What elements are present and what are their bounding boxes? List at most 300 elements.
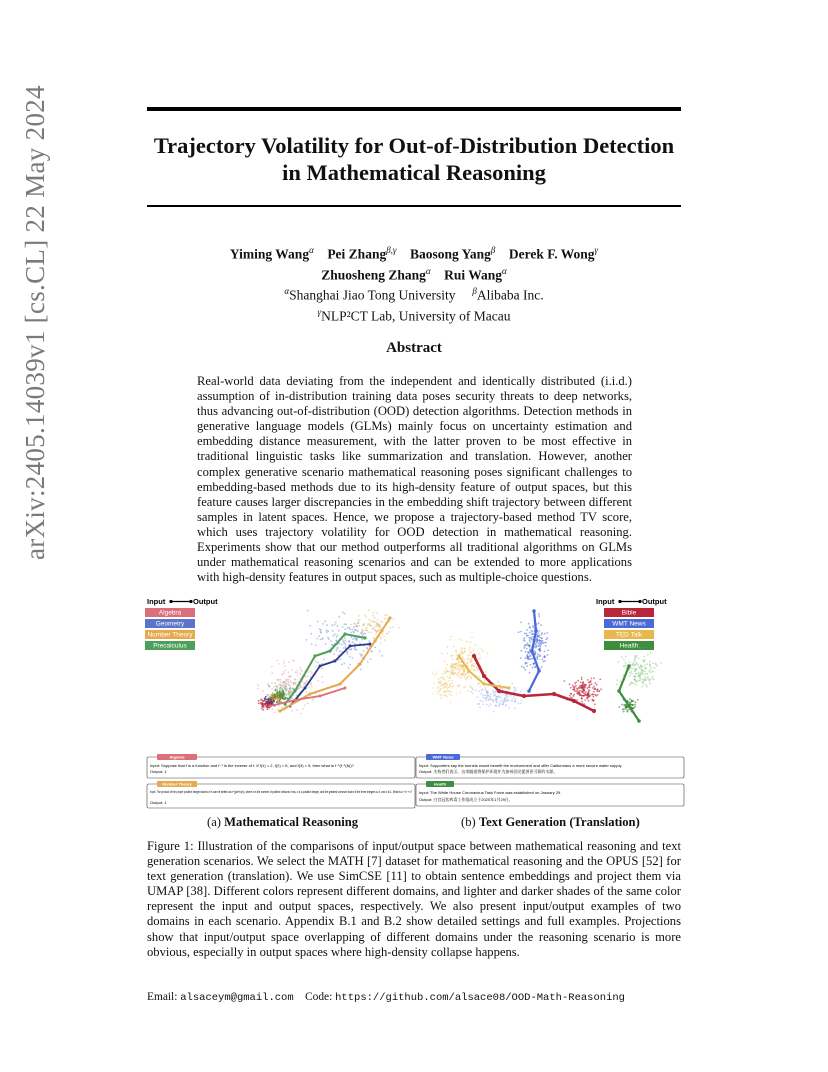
scatter-point [529, 626, 531, 628]
scatter-point [470, 686, 472, 688]
scatter-point [600, 688, 602, 690]
scatter-point [471, 666, 473, 668]
scatter-point [334, 624, 336, 626]
scatter-point [579, 685, 581, 687]
scatter-point [300, 713, 302, 715]
scatter-point [338, 643, 340, 645]
scatter-point [261, 708, 263, 710]
scatter-point [639, 668, 641, 670]
scatter-point [454, 672, 456, 674]
scatter-point [634, 704, 636, 706]
scatter-point [349, 649, 351, 651]
scatter-point [286, 689, 288, 691]
code-link[interactable]: https://github.com/alsace08/OOD-Math-Reasoning [335, 992, 625, 1004]
scatter-point [624, 706, 626, 708]
scatter-point [584, 687, 586, 689]
scatter-point [258, 702, 260, 704]
scatter-point [479, 653, 481, 655]
scatter-point [534, 666, 536, 668]
scatter-point [581, 677, 583, 679]
legend-output-label: Output [193, 597, 218, 606]
scatter-point [453, 666, 455, 668]
scatter-point [297, 675, 299, 677]
scatter-point [569, 683, 571, 685]
scatter-point [587, 679, 589, 681]
scatter-point [336, 648, 338, 650]
scatter-point [384, 614, 386, 616]
scatter-point [574, 683, 576, 685]
scatter-point [480, 686, 482, 688]
scatter-point [589, 686, 591, 688]
scatter-point [484, 698, 486, 700]
scatter-point [321, 668, 323, 670]
scatter-point [587, 697, 589, 699]
scatter-point [449, 671, 451, 673]
scatter-point [596, 689, 598, 691]
scatter-point [577, 688, 579, 690]
scatter-point [459, 670, 461, 672]
scatter-point [376, 612, 378, 614]
scatter-point [632, 682, 634, 684]
scatter-point [477, 704, 479, 706]
scatter-point [641, 686, 643, 688]
scatter-point [461, 647, 463, 649]
scatter-point [469, 647, 471, 649]
scatter-point [631, 673, 633, 675]
scatter-point [532, 663, 534, 665]
scatter-point [594, 682, 596, 684]
scatter-point [485, 700, 487, 702]
scatter-point [641, 670, 643, 672]
scatter-point [515, 689, 517, 691]
scatter-point [278, 692, 280, 694]
scatter-point [638, 658, 640, 660]
scatter-point [506, 696, 508, 698]
scatter-point [461, 674, 463, 676]
scatter-point [593, 686, 595, 688]
scatter-point [340, 659, 342, 661]
scatter-point [594, 687, 596, 689]
scatter-point [618, 706, 620, 708]
scatter-point [398, 627, 400, 629]
right-scatter [432, 613, 662, 713]
scatter-point [373, 621, 375, 623]
scatter-point [461, 668, 463, 670]
scatter-point [282, 695, 284, 697]
scatter-point [498, 705, 500, 707]
scatter-point [446, 670, 448, 672]
scatter-point [540, 624, 542, 626]
email-link[interactable]: alsaceym@gmail.com [180, 992, 294, 1004]
scatter-point [327, 637, 329, 639]
scatter-point [376, 623, 378, 625]
scatter-point [537, 654, 539, 656]
scatter-point [506, 698, 508, 700]
scatter-point [632, 664, 634, 666]
scatter-point [649, 661, 651, 663]
scatter-point [360, 632, 362, 634]
trajectory-node [349, 645, 352, 648]
scatter-point [276, 696, 278, 698]
scatter-point [660, 662, 662, 664]
scatter-point [625, 708, 627, 710]
scatter-point [464, 674, 466, 676]
legend-entry: Algebra [158, 609, 182, 617]
scatter-point [444, 679, 446, 681]
scatter-point [486, 704, 488, 706]
scatter-point [347, 627, 349, 629]
author-name: Zhuosheng Zhang [321, 267, 426, 282]
scatter-point [357, 630, 359, 632]
scatter-point [471, 636, 473, 638]
scatter-point [647, 673, 649, 675]
scatter-point [282, 693, 284, 695]
scatter-point [373, 612, 375, 614]
scatter-point [640, 672, 642, 674]
scatter-point [616, 679, 618, 681]
scatter-point [463, 647, 465, 649]
trajectory-node [534, 629, 538, 633]
scatter-point [588, 700, 590, 702]
scatter-point [368, 640, 370, 642]
scatter-point [579, 694, 581, 696]
scatter-point [374, 646, 376, 648]
scatter-point [584, 699, 586, 701]
scatter-point [629, 698, 631, 700]
scatter-point [634, 668, 636, 670]
trajectory-node [328, 649, 331, 652]
scatter-point [508, 695, 510, 697]
subcaption-a: (a) Mathematical Reasoning [207, 815, 359, 829]
scatter-point [452, 655, 454, 657]
scatter-point [653, 678, 655, 680]
scatter-point [497, 681, 499, 683]
scatter-point [599, 690, 601, 692]
scatter-point [276, 701, 278, 703]
scatter-point [440, 697, 442, 699]
scatter-point [285, 691, 287, 693]
scatter-point [530, 664, 532, 666]
scatter-point [320, 632, 322, 634]
legend-input-label-right: Input [596, 597, 615, 606]
scatter-point [465, 686, 467, 688]
scatter-point [444, 670, 446, 672]
scatter-point [299, 667, 301, 669]
scatter-point [635, 673, 637, 675]
abstract-text: Real-world data deviating from the independent and identically distributed (i.i.d.) assumption of in-distribution training data poses security threats to deep networks, thus advancing out-of-distribution (OOD) detection algorithms. Detection methods in generative language models (GLMs) mainly focus on uncertainty estimation and embedding distance measurement, with the latter proven to be most effective in traditional linguistic tasks like summarization and translation. However, another complex generative scenario mathematical reasoning poses significant challenges to embedding-based methods due to its high-density feature of output spaces, but this feature causes larger discrepancies in the embedding shift trajectory between different samples in latent spaces. Hence, we propose a trajectory-based method TV score, which uses trajectory volatility for OOD detection in mathematical reasoning. Experiments show that our method outperforms all traditional algorithms on GLMs under mathematical reasoning scenarios and can be extended to more applications with high-density features in output spaces, such as multiple-choice questions. [197, 374, 632, 585]
scatter-point [308, 686, 310, 688]
scatter-point [458, 661, 460, 663]
scatter-point [623, 708, 625, 710]
trajectory-node [522, 694, 526, 698]
scatter-point [472, 649, 474, 651]
scatter-point [634, 671, 636, 673]
scatter-point [285, 680, 287, 682]
scatter-point [446, 676, 448, 678]
scatter-point [437, 693, 439, 695]
scatter-point [452, 673, 454, 675]
scatter-point [343, 641, 345, 643]
scatter-point [581, 701, 583, 703]
scatter-point [274, 683, 276, 685]
scatter-point [447, 671, 449, 673]
scatter-point [502, 704, 504, 706]
scatter-point [311, 643, 313, 645]
scatter-point [352, 657, 354, 659]
scatter-point [277, 699, 279, 701]
trajectory-node [617, 689, 621, 693]
scatter-point [633, 707, 635, 709]
scatter-point [632, 667, 634, 669]
scatter-point [366, 647, 368, 649]
scatter-point [543, 661, 545, 663]
scatter-point [536, 638, 538, 640]
scatter-point [593, 696, 595, 698]
scatter-point [629, 672, 631, 674]
scatter-point [451, 665, 453, 667]
scatter-point [636, 662, 638, 664]
scatter-point [285, 678, 287, 680]
scatter-point [646, 677, 648, 679]
scatter-point [458, 672, 460, 674]
scatter-point [289, 687, 291, 689]
scatter-point [470, 676, 472, 678]
scatter-point [288, 679, 290, 681]
scatter-point [279, 681, 281, 683]
scatter-point [446, 696, 448, 698]
scatter-point [375, 622, 377, 624]
scatter-point [271, 666, 273, 668]
scatter-point [472, 693, 474, 695]
scatter-point [520, 657, 522, 659]
scatter-point [330, 640, 332, 642]
scatter-point [473, 665, 475, 667]
scatter-point [354, 629, 356, 631]
scatter-point [354, 643, 356, 645]
scatter-point [544, 651, 546, 653]
scatter-point [307, 610, 309, 612]
scatter-point [456, 663, 458, 665]
scatter-point [366, 630, 368, 632]
scatter-point [495, 705, 497, 707]
scatter-point [337, 634, 339, 636]
scatter-point [656, 665, 658, 667]
scatter-point [649, 671, 651, 673]
scatter-point [496, 696, 498, 698]
scatter-point [638, 672, 640, 674]
scatter-point [641, 679, 643, 681]
scatter-point [532, 631, 534, 633]
left-box-2-tag: Number Theory [162, 781, 192, 787]
scatter-point [487, 691, 489, 693]
scatter-point [577, 690, 579, 692]
scatter-point [457, 666, 459, 668]
scatter-point [441, 653, 443, 655]
scatter-point [350, 632, 352, 634]
scatter-point [267, 708, 269, 710]
scatter-point [508, 700, 510, 702]
scatter-point [481, 700, 483, 702]
subcaption-b: (b) Text Generation (Translation) [461, 815, 640, 829]
scatter-point [529, 641, 531, 643]
scatter-point [442, 673, 444, 675]
scatter-point [637, 699, 639, 701]
scatter-point [462, 656, 464, 658]
scatter-point [263, 706, 265, 708]
scatter-point [450, 691, 452, 693]
scatter-point [469, 654, 471, 656]
scatter-point [455, 666, 457, 668]
scatter-point [536, 634, 538, 636]
scatter-point [496, 699, 498, 701]
scatter-point [632, 704, 634, 706]
scatter-point [650, 652, 652, 654]
scatter-point [380, 638, 382, 640]
scatter-point [274, 712, 276, 714]
title-rule [147, 205, 681, 207]
scatter-point [521, 666, 523, 668]
scatter-point [342, 639, 344, 641]
scatter-point [278, 663, 280, 665]
scatter-point [281, 674, 283, 676]
scatter-point [277, 679, 279, 681]
scatter-point [348, 667, 350, 669]
scatter-point [445, 668, 447, 670]
scatter-point [540, 640, 542, 642]
trajectory-node [457, 654, 460, 657]
scatter-point [349, 664, 351, 666]
scatter-point [455, 668, 457, 670]
trajectory-node [278, 709, 281, 712]
scatter-point [440, 683, 442, 685]
scatter-point [481, 688, 483, 690]
scatter-point [388, 631, 390, 633]
scatter-point [315, 665, 317, 667]
scatter-point [434, 674, 436, 676]
scatter-point [435, 674, 437, 676]
scatter-point [495, 691, 497, 693]
scatter-point [345, 623, 347, 625]
scatter-point [366, 627, 368, 629]
scatter-point [453, 685, 455, 687]
scatter-point [472, 689, 474, 691]
footer: Email: alsaceym@gmail.com Code: https://github.com/alsace08/OOD-Math-Reasoning [147, 991, 625, 1004]
scatter-point [468, 658, 470, 660]
scatter-point [300, 673, 302, 675]
scatter-point [284, 672, 286, 674]
scatter-point [382, 632, 384, 634]
scatter-point [334, 633, 336, 635]
scatter-point [570, 696, 572, 698]
scatter-point [493, 695, 495, 697]
scatter-point [487, 695, 489, 697]
scatter-point [523, 647, 525, 649]
scatter-point [352, 641, 354, 643]
scatter-point [456, 658, 458, 660]
scatter-point [257, 688, 259, 690]
scatter-point [616, 684, 618, 686]
scatter-point [349, 656, 351, 658]
scatter-point [276, 691, 278, 693]
scatter-point [357, 619, 359, 621]
scatter-point [306, 639, 308, 641]
author-name: Derek F. Wong [508, 246, 595, 262]
trajectory-node [293, 689, 296, 692]
scatter-point [466, 672, 468, 674]
scatter-point [364, 633, 366, 635]
scatter-point [651, 678, 653, 680]
scatter-point [597, 694, 599, 696]
scatter-point [524, 645, 526, 647]
scatter-point [492, 701, 494, 703]
scatter-point [275, 689, 277, 691]
scatter-point [302, 687, 304, 689]
legend-entry: TED Talk [615, 631, 643, 639]
scatter-point [332, 630, 334, 632]
scatter-point [278, 701, 280, 703]
scatter-point [648, 679, 650, 681]
scatter-point [581, 679, 583, 681]
scatter-point [637, 680, 639, 682]
scatter-point [350, 636, 352, 638]
paper-title [147, 132, 681, 186]
trajectory-node [338, 682, 341, 685]
scatter-point [641, 682, 643, 684]
scatter-point [272, 695, 274, 697]
scatter-point [514, 707, 516, 709]
scatter-point [584, 684, 586, 686]
scatter-point [446, 652, 448, 654]
scatter-point [270, 697, 272, 699]
scatter-point [469, 651, 471, 653]
scatter-point [511, 683, 513, 685]
scatter-point [580, 690, 582, 692]
scatter-point [354, 623, 356, 625]
scatter-point [541, 666, 543, 668]
scatter-point [288, 681, 290, 683]
scatter-point [333, 635, 335, 637]
author-name: Rui Wang [444, 267, 503, 282]
scatter-point [349, 627, 351, 629]
scatter-point [545, 639, 547, 641]
scatter-point [480, 693, 482, 695]
trajectory-node [308, 692, 311, 695]
scatter-point [295, 679, 297, 681]
scatter-point [282, 706, 284, 708]
affiliation-line-1: $^\alpha$Shanghai Jiao Tong University $^\beta$Alibaba Inc. [284, 286, 544, 303]
scatter-point [283, 682, 285, 684]
right-box-1-tag: WMT News [432, 754, 454, 760]
scatter-point [466, 663, 468, 665]
scatter-point [433, 682, 435, 684]
scatter-point [344, 640, 346, 642]
scatter-point [439, 689, 441, 691]
scatter-point [500, 697, 502, 699]
scatter-point [353, 626, 355, 628]
scatter-point [345, 646, 347, 648]
scatter-point [455, 654, 457, 656]
scatter-point [538, 632, 540, 634]
scatter-point [490, 696, 492, 698]
scatter-point [374, 617, 376, 619]
scatter-point [634, 662, 636, 664]
scatter-point [527, 635, 529, 637]
scatter-point [446, 687, 448, 689]
scatter-point [267, 683, 269, 685]
trajectory-node [527, 689, 531, 693]
scatter-point [364, 615, 366, 617]
scatter-point [317, 621, 319, 623]
